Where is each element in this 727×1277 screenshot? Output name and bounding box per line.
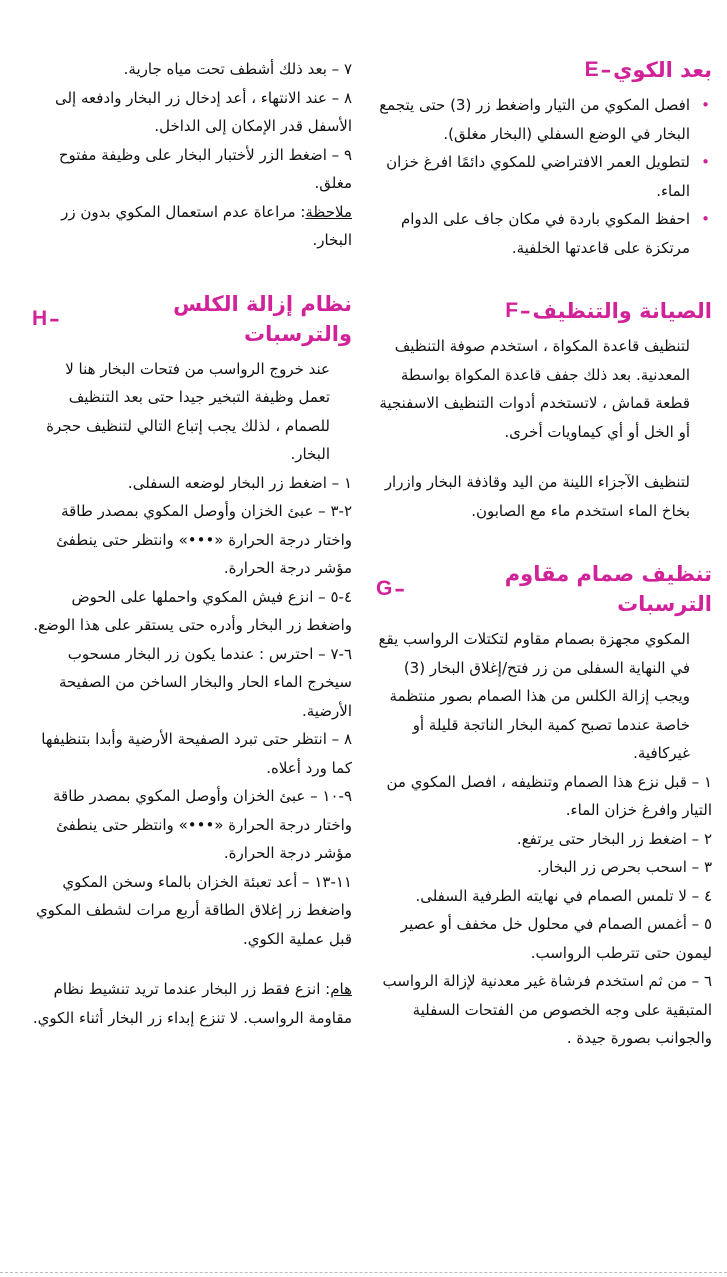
section-f-letter: F <box>505 299 519 322</box>
heading-dash: – <box>520 299 531 323</box>
section-g <box>376 559 712 1053</box>
section-f-title: الصيانة والتنظيف <box>532 299 712 323</box>
spacer <box>32 953 352 975</box>
section-f-paragraph-1: لتنظيف قاعدة المكواة ، استخدم صوفة التنظيف المعدنية. بعد ذلك جفف قاعدة المكواة بواسطة قطعة قماش ، لاتستخدم أدوات التنظيف الاسفنجية أو الخل أو أي كيماويات أخرى. <box>379 337 690 441</box>
step-item: ٨ – انتظر حتى تبرد الصفيحة الأرضية وأبدا بتنظيفها كما ورد أعلاه. <box>41 730 352 777</box>
step-item: ٩ – اضغط الزر لأختبار البخار على وظيفة مفتوح مغلق. <box>58 145 352 192</box>
step-item: ٤-٥ – انزع فيش المكوي واحملها على الحوض واضغط زر البخار وأدره حتى يستقر على هذا الوضع. <box>33 587 352 634</box>
section-h-intro: عند خروج الرواسب من فتحات البخار هنا لا تعمل وظيفة التبخير جيدا حتى بعد التنظيف للصمام ، لذلك يجب إتباع التالي لتنظيف حجرة البخار. <box>46 359 330 463</box>
section-g-heading <box>376 559 712 619</box>
note-label: ملاحظة <box>305 202 352 221</box>
note-text: : مراعاة عدم استعمال المكوي بدون زر البخار. <box>61 202 352 249</box>
step-item: ١١-١٣ – أعد تعبئة الخزان بالماء وسخن المكوي واضغط زر إغلاق الطاقة أربع مرات لشطف المكوي قبل عملية الكوي. <box>35 872 352 948</box>
important-note <box>32 975 352 1032</box>
section-h-letter: H <box>32 306 48 330</box>
page-bottom-rule <box>0 1272 727 1273</box>
step-item: ٤ – لا تلمس الصمام في نهايته الطرفية السفلى. <box>415 886 712 905</box>
section-g-intro: المكوي مجهزة بصمام مقاوم لتكتلات الرواسب يقع في النهاية السفلى من زر فتح/إغلاق البخار (3) ويجب إزالة الكلس من هذا الصمام بصور منتظمة خاصة عندما تصبح كمية البخار الناتجة قليلة أو غيركافية. <box>378 630 690 762</box>
step-item: ٢-٣ – عبئ الخزان وأوصل المكوي بمصدر طاقة واختار درجة الحرارة «•••» وانتظر حتى ينطفئ مؤشر درجة الحرارة. <box>56 502 352 577</box>
step-item: ٦ – من ثم استخدم فرشاة غير معدنية لإزالة الرواسب المتبقية على وجه الخصوص من الفتحات السفلية والجوانب بصورة جيدة . <box>382 972 712 1047</box>
step-item: ٢ – اضغط زر البخار حتى يرتفع. <box>516 829 712 848</box>
step-item: ٥ – أغمس الصمام في محلول خل مخفف أو عصير ليمون حتى تترطب الرواسب. <box>400 915 712 962</box>
step-item: ١ – اضغط زر البخار لوضعه السفلى. <box>127 473 352 492</box>
note <box>32 198 352 255</box>
spacer <box>32 255 352 289</box>
section-g-continued <box>32 55 352 255</box>
heading-dash: – <box>49 306 60 331</box>
section-e-heading <box>376 55 712 85</box>
section-e-bullets <box>376 91 712 262</box>
heading-dash: – <box>394 577 405 601</box>
step-item: ٩-١٠ – عبئ الخزان وأوصل المكوي بمصدر طاقة واختار درجة الحرارة «•••» وانتظر حتى ينطفئ مؤشر درجة الحرارة. <box>53 787 352 862</box>
important-text: : انزع فقط زر البخار عندما تريد تنشيط نظام مقاومة الرواسب. لا تنزع إبداء زر البخار أثناء الكوي. <box>32 980 352 1027</box>
step-item: ٦-٧ – احترس : عندما يكون زر البخار مسحوب سيخرج الماء الحار والبخار الساخن من الصفيحة الأرضية. <box>58 644 352 720</box>
section-e <box>376 55 712 262</box>
section-h <box>32 289 352 1033</box>
section-e-title: بعد الكوي <box>613 58 712 82</box>
section-f-paragraph-2: لتنظيف الآجزاء اللينة من اليد وقاذفة البخار وازرار بخاخ الماء استخدم ماء مع الصابون. <box>384 473 690 520</box>
bullet-item: • احفظ المكوي باردة في مكان جاف على الدوام مرتكزة على قاعدتها الخلفية. <box>376 205 690 262</box>
heading-dash: – <box>600 58 612 82</box>
left-column <box>32 55 352 1032</box>
spacer <box>376 525 712 559</box>
bullet-item: • افصل المكوي من التيار واضغط زر (3) حتى يتجمع البخار في الوضع السفلي (البخار مغلق). <box>376 91 690 148</box>
section-h-title: نظام إزالة الكلس والترسبات <box>173 291 352 346</box>
step-item: ٣ – اسحب بحرص زر البخار. <box>537 858 712 876</box>
spacer <box>376 262 712 296</box>
right-column <box>376 55 712 1053</box>
section-f <box>376 296 712 525</box>
section-g-title: تنظيف صمام مقاوم الترسبات <box>504 562 712 616</box>
section-h-heading <box>32 289 352 349</box>
bullet-item: • لتطويل العمر الافتراضي للمكوي دائمًا افرغ خزان الماء. <box>376 148 690 205</box>
step-item: ٨ – عند الانتهاء ، أعد إدخال زر البخار وادفعه إلى الأسفل قدر الإمكان إلى الداخل. <box>54 88 352 135</box>
step-item: ١ – قبل نزع هذا الصمام وتنظيفه ، افصل المكوي من التيار وافرغ خزان الماء. <box>386 772 712 819</box>
step-item: ٧ – بعد ذلك أشطف تحت مياه جارية. <box>123 60 352 78</box>
section-g-letter: G <box>376 577 393 600</box>
section-f-heading <box>376 296 712 326</box>
important-label: هام <box>330 980 352 998</box>
spacer <box>376 446 712 468</box>
section-e-letter: E <box>584 58 599 81</box>
